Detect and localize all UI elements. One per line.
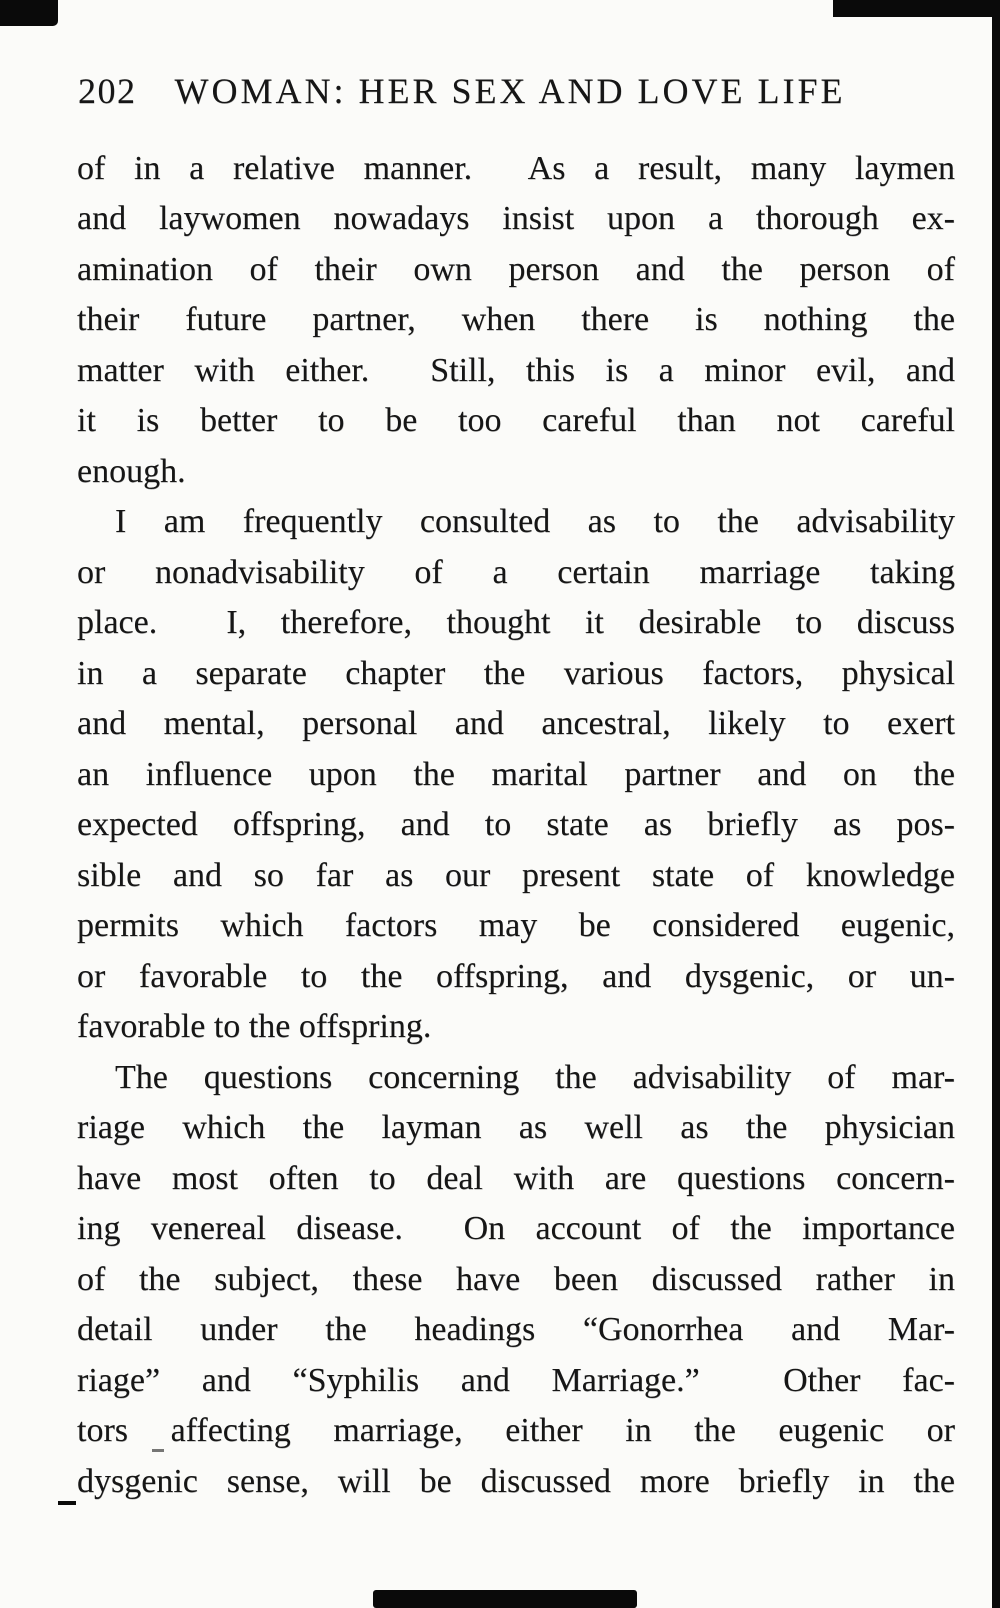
scan-artifact-small-dash [152,1449,164,1452]
text-line: of in a relative manner. As a result, many laymen [77,149,955,187]
text-line: dysgenic sense, will be discussed more briefly in the [77,1462,955,1500]
scan-artifact-bottom-bar [373,1590,637,1608]
running-head [78,72,954,112]
text-line: in a separate chapter the various factors, physical [77,654,955,692]
text-line: sible and so far as our present state of knowledge [77,856,955,894]
paragraph-3 [77,1053,955,1508]
text-line: favorable to the offspring. [77,1008,432,1046]
scan-artifact-top-left [0,0,58,26]
text-line: detail under the headings “Gonorrhea and Mar- [77,1311,955,1349]
text-line: of the subject, these have been discussed rather in [77,1260,955,1298]
text-line: have most often to deal with are questions concern- [77,1159,955,1197]
text-line: matter with either. Still, this is a minor evil, and [77,351,955,389]
text-line: ing venereal disease. On account of the importance [77,1210,955,1248]
page-title: WOMAN: HER SEX AND LOVE LIFE [174,71,846,111]
text-line: enough. [77,452,186,490]
scan-artifact-right-edge [992,0,1000,1608]
text-line: an influence upon the marital partner and on the [77,755,955,793]
text-line: or nonadvisability of a certain marriage taking [77,553,955,591]
text-line: their future partner, when there is nothing the [77,301,955,339]
text-line: it is better to be too careful than not careful [77,402,955,440]
paragraph-1 [77,144,955,498]
text-line: tors affecting marriage, either in the eugenic or [77,1412,955,1450]
text-line: expected offspring, and to state as briefly as pos- [77,806,955,844]
text-line: riage” and “Syphilis and Marriage.” Other fac- [77,1361,955,1399]
page-number: 202 [78,71,137,111]
text-line: amination of their own person and the person of [77,250,955,288]
text-line: and laywomen nowadays insist upon a thorough ex- [77,200,955,238]
scan-artifact-left-dash [58,1501,76,1505]
text-line: place. I, therefore, thought it desirable to discuss [77,604,955,642]
body-text [77,144,955,1508]
text-line: The questions concerning the advisability of mar- [115,1058,955,1096]
paragraph-2 [77,497,955,1053]
text-line: riage which the layman as well as the physician [77,1109,955,1147]
text-line: I am frequently consulted as to the advisability [115,503,955,541]
scan-artifact-top-right [833,0,1000,17]
text-line: permits which factors may be considered eugenic, [77,907,955,945]
text-line: and mental, personal and ancestral, likely to exert [77,705,955,743]
text-line: or favorable to the offspring, and dysgenic, or un- [77,957,955,995]
